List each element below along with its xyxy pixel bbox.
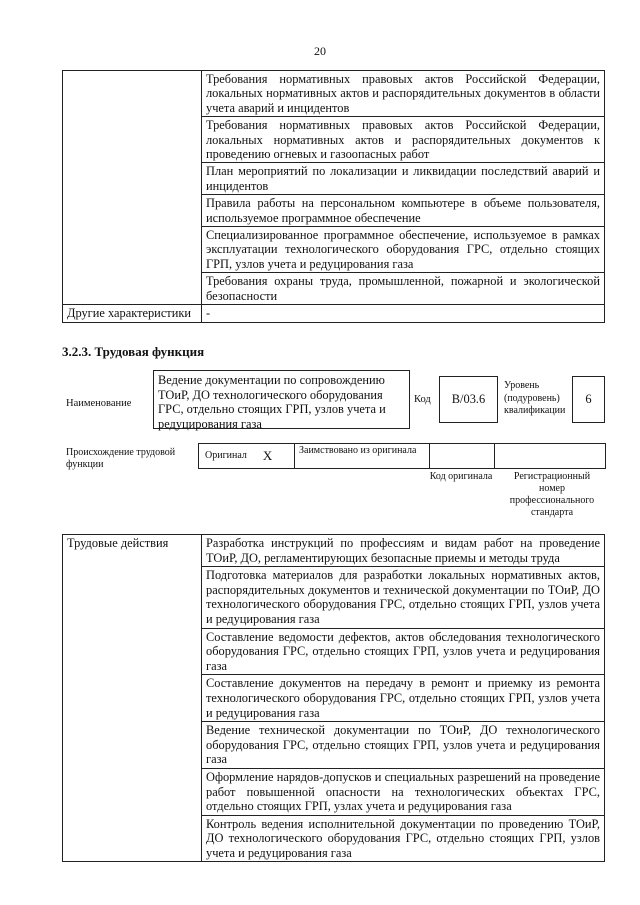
requirement-cell: Требования охраны труда, промышленной, пожарной и экологической безопасности [202, 273, 605, 305]
labor-action-cell: Составление ведомости дефектов, актов обследования технологического оборудования ГРС, отдельно стоящих ГРП, узлов учета и редуцирования газа [202, 628, 605, 675]
labor-action-cell: Разработка инструкций по профессиям и видам работ на проведение ТОиР, ДО, регламентирующих безопасные приемы и методы труда [202, 535, 605, 567]
requirement-cell: Специализированное программное обеспечение, используемое в рамках эксплуатации технологического оборудования ГРС, отдельно стоящих ГРП, узлов учета и редуцирования газа [202, 227, 605, 273]
name-label: Наименование [66, 398, 132, 409]
code-box [439, 376, 498, 423]
labor-action-cell: Составление документов на передачу в ремонт и приемку из ремонта технологического оборудования ГРС, отдельно стоящих ГРП, узлов учета и редуцирования газа [202, 675, 605, 722]
function-name-box [153, 370, 410, 429]
origin-label: Происхождение трудовой функции [66, 447, 176, 470]
labor-action-cell: Ведение технической документации по ТОиР, ДО технологического оборудования ГРС, отдельно стоящих ГРП, узлов учета и редуцирования газа [202, 722, 605, 769]
table-row [63, 305, 605, 322]
original-cell [198, 443, 295, 469]
other-characteristics-value: - [202, 305, 605, 322]
reg-number-cell [494, 443, 606, 469]
borrowed-label: Заимствовано из оригинала [299, 445, 417, 456]
requirements-table [62, 70, 605, 323]
other-characteristics-label: Другие характеристики [63, 305, 202, 322]
level-label: Уровень (подуровень) квалификации [504, 380, 566, 416]
reg-number-caption: Регистрационный номер профессионального стандарта [509, 471, 595, 518]
level-box [572, 376, 605, 423]
page-number: 20 [314, 44, 326, 58]
original-mark: X [262, 448, 273, 463]
labor-actions-label: Трудовые действия [63, 535, 202, 862]
requirement-cell: План мероприятий по локализации и ликвидации последствий аварий и инцидентов [202, 163, 605, 195]
code-original-cell [429, 443, 495, 469]
labor-action-cell: Оформление нарядов-допусков и специальных разрешений на проведение работ повышенной опасности на технологических объектах ГРС, отдельно стоящих ГРП, узлах учета и редуцирования газа [202, 768, 605, 815]
origin-row [198, 443, 606, 469]
code-value: В/03.6 [451, 392, 486, 406]
level-value: 6 [585, 392, 592, 406]
code-label: Код [414, 394, 431, 405]
requirement-cell: Требования нормативных правовых актов Российской Федерации, локальных нормативных актов и распорядительных документов в области учета аварий и инцидентов [202, 71, 605, 117]
labor-action-cell: Контроль ведения исполнительной документации по проведению ТОиР, ДО технологического оборудования ГРС, отдельно стоящих ГРП, узлов учета и редуцирования газа [202, 815, 605, 862]
table-row [63, 535, 605, 567]
requirement-cell: Требования нормативных правовых актов Российской Федерации, локальных нормативных актов и распорядительных документов к проведению огневых и газоопасных работ [202, 117, 605, 163]
function-name-value: Ведение документации по сопровождению ТОиР, ДО технологического оборудования ГРС, отдельно стоящих ГРП, узлов учета и редуцирования газа [158, 373, 386, 431]
code-original-caption: Код оригинала [429, 471, 493, 482]
borrowed-cell [294, 443, 430, 469]
labor-action-cell: Подготовка материалов для разработки локальных нормативных актов, распорядительных документов и технической документации по ТОиР, ДО технологического оборудования ГРС, отдельно стоящих ГРП, узлов учета и редуцирования газа [202, 567, 605, 628]
section-heading: 3.2.3. Трудовая функция [62, 344, 205, 359]
table-row [63, 71, 605, 117]
label-cell-empty [63, 71, 202, 305]
original-label: Оригинал [205, 450, 247, 461]
requirement-cell: Правила работы на персональном компьютере в объеме пользователя, используемое программное обеспечение [202, 195, 605, 227]
labor-actions-table [62, 534, 605, 862]
